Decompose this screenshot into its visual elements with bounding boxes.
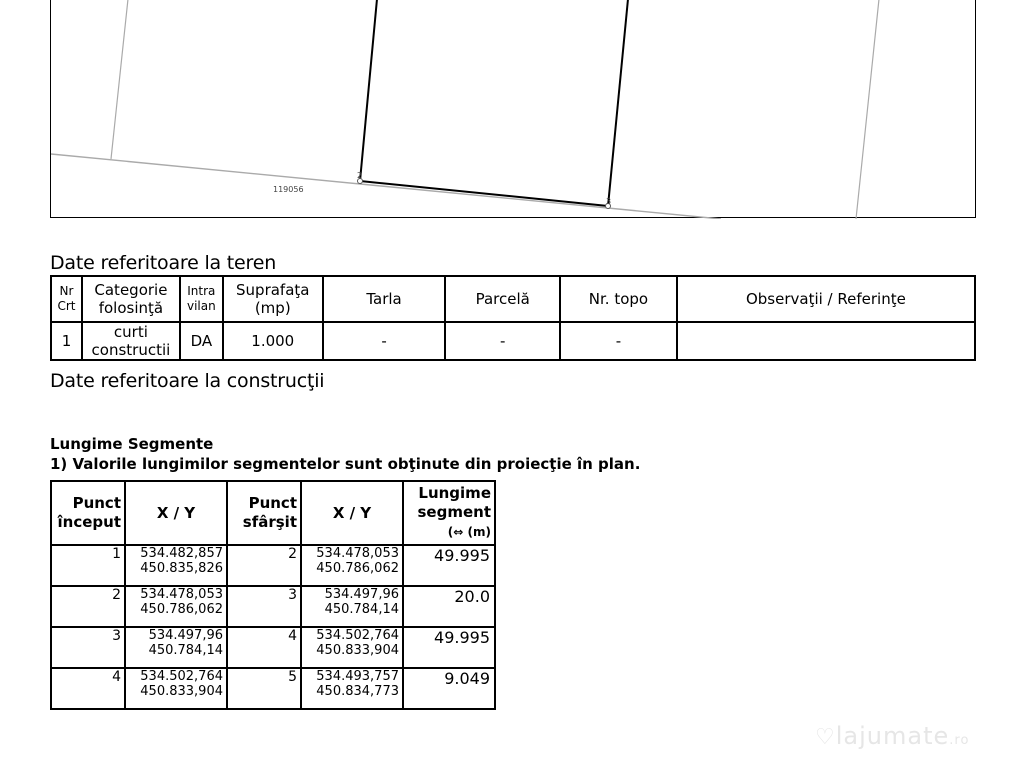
cell-observatii <box>677 322 975 360</box>
table-header-row <box>51 481 495 545</box>
table-row <box>51 668 495 709</box>
parcel-number-label: 119056 <box>273 185 304 194</box>
cell-end-coords: 534.493,757 450.834,773 <box>301 668 403 709</box>
cell-start-point: 2 <box>51 586 125 627</box>
cell-intravilan: DA <box>180 322 223 360</box>
cadastral-plan <box>50 0 976 218</box>
segments-title: Lungime Segmente <box>50 435 214 453</box>
header-nr-topo: Nr. topo <box>560 276 677 322</box>
point-label: 3 <box>606 197 612 206</box>
teren-section-title: Date referitoare la teren <box>50 252 277 274</box>
cell-start-coords: 534.478,053 450.786,062 <box>125 586 227 627</box>
watermark-tld: .ro <box>949 733 970 748</box>
header-nr-crt: Nr Crt <box>51 276 82 322</box>
cell-length: 20.0 <box>403 586 495 627</box>
segments-table <box>50 480 496 710</box>
cell-parcela: - <box>445 322 560 360</box>
cell-length: 49.995 <box>403 627 495 668</box>
plan-boundary-line <box>111 0 128 159</box>
cell-start-point: 4 <box>51 668 125 709</box>
header-intravilan: Intra vilan <box>180 276 223 322</box>
cell-length: 49.995 <box>403 545 495 586</box>
plan-boundary-line <box>51 154 721 219</box>
table-row <box>51 322 975 360</box>
cell-length: 9.049 <box>403 668 495 709</box>
cell-end-coords: 534.478,053 450.786,062 <box>301 545 403 586</box>
cell-start-coords: 534.482,857 450.835,826 <box>125 545 227 586</box>
cell-end-point: 5 <box>227 668 301 709</box>
parcel-edge <box>608 0 628 206</box>
cell-start-point: 3 <box>51 627 125 668</box>
header-punct-sfarsit: Punct sfârşit <box>227 481 301 545</box>
cell-start-coords: 534.497,96 450.784,14 <box>125 627 227 668</box>
cell-start-coords: 534.502,764 450.833,904 <box>125 668 227 709</box>
table-row <box>51 545 495 586</box>
cell-end-point: 2 <box>227 545 301 586</box>
segments-note: 1) Valorile lungimilor segmentelor sunt obţinute din proiecţie în plan. <box>50 455 641 473</box>
header-xy-start: X / Y <box>125 481 227 545</box>
header-categorie: Categorie folosinţă <box>82 276 180 322</box>
cell-suprafata: 1.000 <box>223 322 323 360</box>
header-observatii: Observaţii / Referinţe <box>677 276 975 322</box>
plan-boundary-line <box>856 0 879 219</box>
watermark <box>815 722 969 750</box>
parcel-edge <box>360 181 608 206</box>
cell-end-coords: 534.502,764 450.833,904 <box>301 627 403 668</box>
cell-nr-topo: - <box>560 322 677 360</box>
table-row <box>51 627 495 668</box>
cell-tarla: - <box>323 322 446 360</box>
header-parcela: Parcelă <box>445 276 560 322</box>
cell-end-point: 4 <box>227 627 301 668</box>
header-suprafata: Suprafaţa (mp) <box>223 276 323 322</box>
table-row <box>51 586 495 627</box>
parcel-edge <box>360 0 377 181</box>
table-header-row <box>51 276 975 322</box>
header-lungime: Lungime segment (⇔ (m) <box>403 481 495 545</box>
header-punct-inceput: Punct început <box>51 481 125 545</box>
cell-start-point: 1 <box>51 545 125 586</box>
teren-table <box>50 275 976 361</box>
watermark-logo-icon: ♡ <box>815 725 836 750</box>
cell-categorie: curti constructii <box>82 322 180 360</box>
constructii-section-title: Date referitoare la construcţii <box>50 370 325 392</box>
plan-drawing <box>51 0 977 219</box>
point-label: 2 <box>357 171 363 180</box>
watermark-brand: lajumate <box>835 722 950 750</box>
header-tarla: Tarla <box>323 276 446 322</box>
header-xy-end: X / Y <box>301 481 403 545</box>
cell-end-point: 3 <box>227 586 301 627</box>
cell-end-coords: 534.497,96 450.784,14 <box>301 586 403 627</box>
cell-nr: 1 <box>51 322 82 360</box>
